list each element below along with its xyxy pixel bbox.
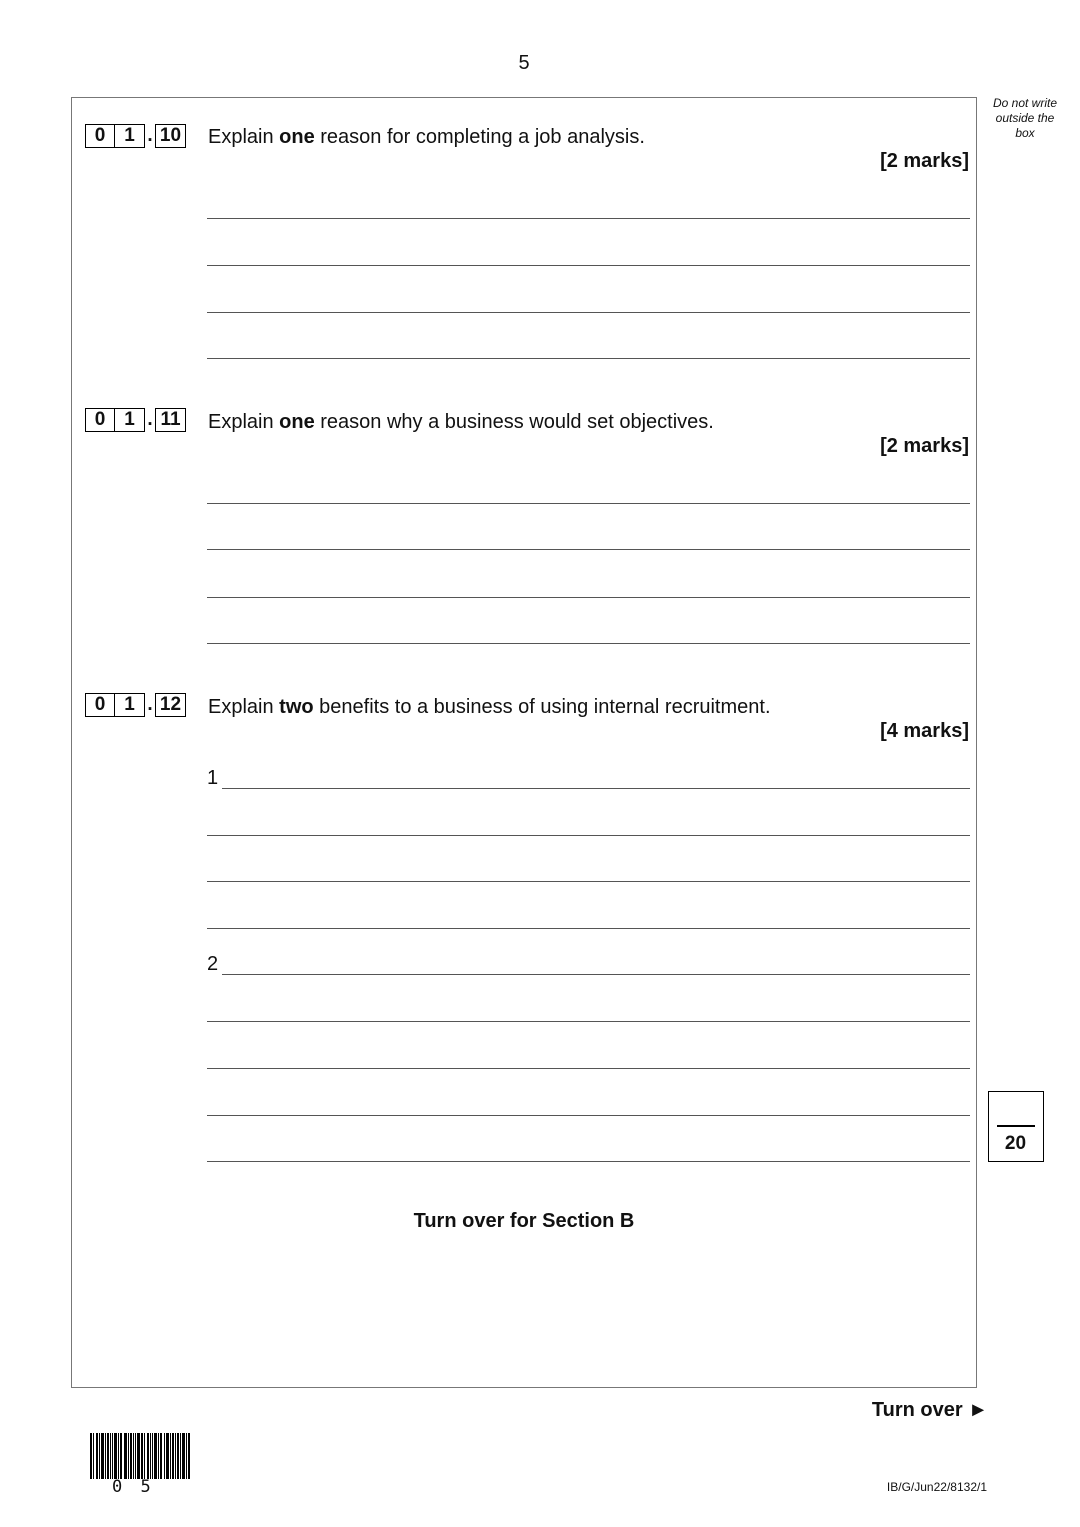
question-text-01-10: Explain one reason for completing a job analysis. (208, 126, 645, 148)
answer-line[interactable] (222, 788, 970, 789)
marks-label: [2 marks] (880, 150, 969, 172)
answer-line[interactable] (207, 928, 970, 929)
answer-line[interactable] (207, 218, 970, 219)
question-dot: . (147, 694, 153, 715)
question-text-01-11: Explain one reason why a business would set objectives. (208, 411, 714, 433)
page-total: 20 (1004, 1133, 1027, 1154)
question-number-01-12 (85, 693, 186, 717)
emphasis: one (279, 411, 315, 433)
answer-line[interactable] (207, 503, 970, 504)
answer-line[interactable] (207, 881, 970, 882)
answer-line[interactable] (207, 549, 970, 550)
answer-line[interactable] (207, 265, 970, 266)
answer-label-2: 2 (207, 953, 219, 975)
answer-line[interactable] (207, 643, 970, 644)
answer-line[interactable] (207, 1161, 970, 1162)
answer-line[interactable] (207, 1021, 970, 1022)
question-digit: 0 (85, 408, 115, 432)
question-dot: . (147, 409, 153, 430)
answer-line[interactable] (207, 358, 970, 359)
answer-line[interactable] (207, 835, 970, 836)
page-total-box (988, 1091, 1044, 1162)
answer-line[interactable] (207, 1068, 970, 1069)
question-digit: 0 (85, 693, 115, 717)
question-digit: 1 (115, 124, 145, 148)
answer-label-1: 1 (207, 767, 219, 789)
question-text-01-12: Explain two benefits to a business of using internal recruitment. (208, 696, 771, 718)
answer-line[interactable] (207, 312, 970, 313)
marks-label: [4 marks] (880, 720, 969, 742)
question-number-01-10 (85, 124, 186, 148)
question-number-01-11 (85, 408, 186, 432)
footer-code: IB/G/Jun22/8132/1 (886, 1480, 987, 1494)
emphasis: one (279, 126, 315, 148)
barcode-icon (90, 1433, 190, 1479)
question-digit: 0 (85, 124, 115, 148)
question-part: 10 (155, 124, 186, 148)
question-digit: 1 (115, 693, 145, 717)
turn-over-label: Turn over ► (871, 1399, 988, 1421)
question-digit: 1 (115, 408, 145, 432)
emphasis: two (279, 696, 314, 718)
page-number: 5 (518, 52, 530, 74)
question-part: 11 (155, 408, 186, 432)
barcode-number: 0 5 (112, 1477, 155, 1497)
total-rule (997, 1125, 1035, 1127)
margin-note: Do not write outside the box (992, 96, 1058, 140)
turn-over-section-b: Turn over for Section B (413, 1210, 635, 1232)
answer-line[interactable] (207, 1115, 970, 1116)
question-part: 12 (155, 693, 186, 717)
answer-line[interactable] (222, 974, 970, 975)
marks-label: [2 marks] (880, 435, 969, 457)
question-dot: . (147, 125, 153, 146)
answer-line[interactable] (207, 597, 970, 598)
